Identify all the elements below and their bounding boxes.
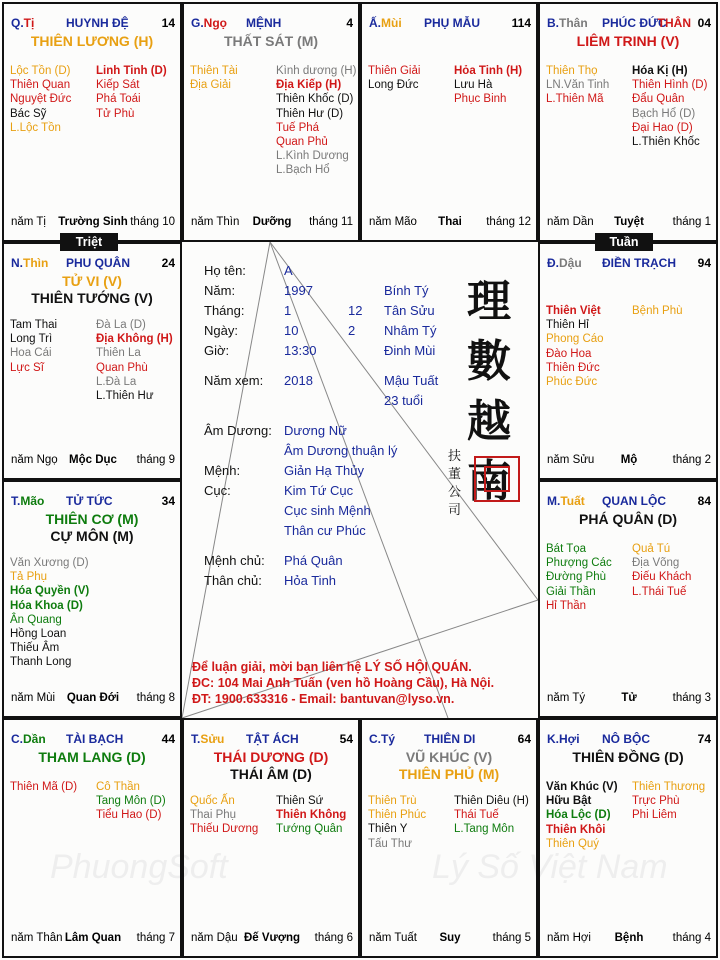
info-lunar: 12 (348, 303, 363, 318)
star-list-right (276, 794, 346, 837)
info-label: Tháng: (204, 303, 245, 318)
minor-star: Ân Quang (10, 613, 62, 626)
minor-star: Lưu Hà (454, 79, 493, 92)
palace-stem: K. (547, 732, 559, 746)
palace-month: tháng 6 (314, 932, 353, 944)
palace-footer (547, 932, 711, 946)
palace-header (547, 494, 711, 508)
info-canchi: Mậu Tuất (384, 373, 439, 388)
palace-year: năm Hợi (547, 932, 591, 944)
than-chu-value: Hỏa Tinh (284, 573, 337, 588)
palace-month: tháng 1 (672, 216, 711, 228)
palace-name: TỬ TỨC (66, 494, 113, 508)
palace-number: 24 (161, 256, 175, 270)
star-list-left (190, 794, 258, 837)
palace-footer (191, 216, 353, 230)
palace-year: năm Sửu (547, 454, 595, 466)
minor-star: Lực Sĩ (10, 361, 44, 374)
minor-star: Thiên Quý (546, 837, 600, 850)
minor-star: Hữu Bật (546, 795, 592, 808)
palace-number: 4 (346, 16, 353, 30)
palace-header (547, 16, 711, 30)
palace-month: tháng 10 (130, 216, 175, 228)
palace-header (547, 732, 711, 746)
palace-name: TÀI BẠCH (66, 732, 124, 746)
minor-star: Hỏa Tinh (H) (454, 65, 523, 77)
palace-than (538, 2, 718, 242)
minor-star: Đào Hoa (546, 347, 592, 360)
main-star: THIÊN TƯỚNG (V) (31, 290, 153, 306)
star-list-left (10, 556, 89, 670)
info-value: 1 (284, 303, 292, 318)
minor-star: Thái Tuế (454, 809, 499, 822)
minor-star: Phá Toái (96, 93, 141, 106)
minor-star: Thiên Việt (546, 305, 601, 317)
cuc-value-3: Thân cư Phúc (284, 523, 366, 538)
palace-tuat (538, 480, 718, 718)
minor-star: L.Tang Môn (454, 823, 515, 836)
minor-star: Tấu Thư (368, 837, 412, 850)
palace-name: PHỤ MẪU (424, 16, 480, 30)
star-list-right (632, 542, 691, 599)
palace-branch: Tý (381, 732, 396, 746)
palace-footer (547, 692, 711, 706)
palace-year: năm Thân (11, 932, 63, 944)
minor-star: Kiếp Sát (96, 79, 140, 92)
palace-dau (538, 242, 718, 480)
minor-star: Đường Phù (546, 571, 606, 584)
palace-year: năm Tuất (369, 932, 417, 944)
palace-stem: C. (11, 732, 23, 746)
palace-stage: Trường Sinh (58, 216, 128, 228)
minor-star: Thiên Khốc (D) (276, 93, 354, 106)
star-list-right (454, 794, 529, 837)
minor-star: LN.Văn Tinh (546, 79, 610, 92)
minor-star: Tam Thai (10, 319, 58, 331)
palace-stage: Lâm Quan (64, 932, 122, 944)
palace-month: tháng 9 (136, 454, 175, 466)
palace-header (11, 16, 175, 30)
palace-month: tháng 2 (672, 454, 711, 466)
palace-month: tháng 11 (309, 216, 353, 228)
am-duong-label: Âm Dương: (204, 423, 272, 438)
star-list-left (546, 304, 604, 389)
palace-number: 54 (339, 732, 353, 746)
minor-star: Tiểu Hao (D) (96, 809, 162, 822)
triet-tag: Triệt (60, 233, 118, 251)
palace-stage: Suy (439, 932, 461, 944)
minor-star: Thanh Long (10, 656, 72, 669)
minor-star: Phi Liêm (632, 809, 677, 822)
info-value: 2018 (284, 373, 313, 388)
main-star: PHÁ QUÂN (D) (579, 511, 677, 527)
star-list-left (368, 64, 420, 92)
palace-name: MỆNH (246, 16, 282, 30)
star-list-right (96, 780, 166, 823)
palace-year: năm Thìn (191, 216, 240, 228)
minor-star: Bát Tọa (546, 543, 587, 555)
minor-star: Quan Phủ (276, 135, 328, 148)
palace-year: năm Dậu (191, 932, 238, 944)
star-list-left (10, 318, 57, 375)
palace-number: 84 (697, 494, 711, 508)
palace-header (11, 732, 175, 746)
info-label: Họ tên: (204, 263, 246, 278)
minor-star: Trực Phù (632, 795, 680, 808)
info-label: Giờ: (204, 343, 230, 358)
palace-branch: Sửu (200, 732, 225, 746)
minor-star: L.Kình Dương (276, 150, 349, 163)
minor-star: Thiên Trù (368, 795, 417, 807)
star-list-right (454, 64, 522, 107)
minor-star: Thiên La (96, 347, 141, 360)
main-star: VŨ KHÚC (V) (405, 749, 493, 765)
minor-star: Hồng Loan (10, 627, 67, 640)
minor-star: L.Bạch Hổ (276, 164, 330, 177)
minor-star: Thiên Hư (D) (276, 107, 344, 120)
palace-stage: Dưỡng (252, 216, 292, 228)
star-list-left (546, 542, 612, 613)
palace-number: 64 (517, 732, 531, 746)
palace-number: 94 (697, 256, 711, 270)
palace-footer (547, 454, 711, 468)
than-chu-label: Thân chủ: (204, 573, 262, 588)
star-list-right (632, 780, 705, 823)
minor-star: Tử Phù (96, 107, 135, 120)
palace-stage: Quan Đới (66, 692, 120, 704)
main-star: THIÊN LƯƠNG (H) (30, 33, 154, 49)
palace-name: PHU QUÂN (66, 256, 131, 270)
star-list-right (632, 64, 707, 149)
palace-number: 44 (161, 732, 175, 746)
palace-year: năm Tị (11, 216, 46, 228)
menh-chu-value: Phá Quân (284, 553, 343, 568)
palace-stem: Đ. (547, 256, 559, 270)
palace-ti (2, 2, 182, 242)
minor-star: Địa Kiếp (H) (276, 79, 342, 92)
star-list-left (368, 794, 426, 851)
minor-star: Thiên Đức (546, 361, 600, 374)
minor-star: Điếu Khách (632, 571, 692, 584)
contact-line-1: Để luận giải, mời bạn liên hệ LÝ SỐ HỘI QUÁN. (192, 660, 472, 674)
main-star: THIÊN CƠ (M) (45, 511, 139, 527)
minor-star: Nguyệt Đức (10, 93, 72, 106)
palace-year: năm Tý (547, 692, 586, 704)
palace-footer (547, 216, 711, 230)
red-seal-inner (484, 466, 510, 492)
minor-star: Giải Thần (546, 585, 596, 598)
cuc-label: Cục: (204, 483, 231, 498)
info-canchi: Tân Sửu (384, 303, 435, 318)
seal-title: 理數越南 (467, 276, 511, 507)
star-list-left (190, 64, 238, 92)
palace-month: tháng 12 (486, 216, 531, 228)
minor-star: Đà La (D) (96, 319, 146, 331)
center-info (182, 242, 538, 718)
info-canchi: Nhâm Tý (384, 323, 437, 338)
age: 23 tuổi (384, 393, 424, 408)
minor-star: L.Đà La (96, 375, 137, 388)
minor-star: Tang Môn (D) (96, 795, 166, 808)
main-star: THIÊN ĐỒNG (D) (572, 749, 684, 765)
palace-year: năm Mão (369, 216, 417, 228)
minor-star: Phục Binh (454, 93, 507, 106)
star-list-right (632, 304, 683, 318)
palace-footer (11, 454, 175, 468)
palace-month: tháng 4 (672, 932, 711, 944)
palace-name: PHÚC ĐỨC (602, 16, 667, 30)
main-star: THẤT SÁT (M) (223, 33, 319, 49)
minor-star: Thiên Diêu (H) (454, 795, 529, 807)
watermark-left: PhuongSoft (50, 848, 228, 886)
palace-header (11, 256, 175, 270)
palace-thin (2, 242, 182, 480)
cuc-value-2: Cục sinh Mệnh (284, 503, 371, 518)
minor-star: Thiếu Dương (190, 823, 259, 836)
info-lunar: 2 (348, 323, 356, 338)
palace-footer (369, 932, 531, 946)
star-list-right (96, 318, 173, 403)
star-list-right (96, 64, 167, 121)
palace-month: tháng 3 (672, 692, 711, 704)
main-star: THIÊN PHỦ (M) (398, 766, 500, 782)
palace-ngo (182, 2, 360, 242)
palace-footer (11, 692, 175, 706)
minor-star: Thiên Thương (632, 781, 706, 793)
minor-star: Quan Phù (96, 361, 148, 374)
palace-name: THIÊN DI (424, 732, 476, 746)
minor-star: Địa Không (H) (96, 333, 173, 346)
palace-stem: G. (191, 16, 204, 30)
palace-stem: M. (547, 494, 561, 508)
palace-branch: Mùi (381, 16, 402, 30)
palace-year: năm Mùi (11, 692, 56, 704)
minor-star: Thiên Giải (368, 65, 421, 77)
palace-stage: Bệnh (614, 932, 644, 944)
palace-number: 34 (161, 494, 175, 508)
palace-branch: Thân (559, 16, 588, 30)
minor-star: Địa Võng (632, 557, 680, 570)
red-seal (474, 456, 520, 502)
minor-star: Thiên Không (276, 809, 347, 822)
palace-number: 14 (161, 16, 175, 30)
palace-stem: Ấ. (369, 16, 381, 30)
palace-stage: Thai (438, 216, 462, 228)
minor-star: L.Thái Tuế (632, 585, 687, 598)
palace-month: tháng 5 (492, 932, 531, 944)
minor-star: Cô Thần (96, 781, 140, 793)
than-marker: THÂN (657, 16, 691, 30)
info-label: Ngày: (204, 323, 238, 338)
palace-name: NÔ BỘC (602, 732, 650, 746)
palace-footer (191, 932, 353, 946)
seal-subtitle: 扶董公司 (448, 449, 462, 518)
minor-star: L.Thiên Hư (96, 389, 154, 402)
minor-star: Thiên Mã (D) (10, 781, 78, 793)
info-value: 13:30 (284, 343, 317, 358)
minor-star: Hóa Kị (H) (632, 65, 688, 77)
palace-stem: C. (369, 732, 381, 746)
minor-star: Thiên Hình (D) (632, 79, 708, 92)
star-list-left (10, 780, 77, 794)
contact-line-3: ĐT: 1900.633316 - Email: bantuvan@lyso.vn. (192, 692, 455, 706)
minor-star: Tả Phụ (10, 571, 48, 584)
minor-star: L.Thiên Mã (546, 93, 604, 106)
menh-value: Giản Hạ Thủy (284, 463, 364, 478)
minor-star: Văn Xương (D) (10, 557, 89, 569)
minor-star: Lộc Tồn (D) (10, 65, 71, 77)
palace-number: 114 (511, 16, 531, 30)
minor-star: Bạch Hổ (D) (632, 107, 696, 120)
cuc-value: Kim Tứ Cục (284, 483, 354, 498)
palace-dan (2, 718, 182, 958)
minor-star: Hóa Lộc (D) (546, 809, 611, 822)
minor-star: Đại Hao (D) (632, 121, 693, 134)
minor-star: Đẩu Quân (632, 93, 685, 106)
info-value: A (284, 263, 293, 278)
palace-stage: Tử (621, 692, 637, 704)
minor-star: Phượng Các (546, 557, 612, 570)
palace-hoi (538, 718, 718, 958)
palace-header (369, 732, 531, 746)
palace-footer (369, 216, 531, 230)
minor-star: Phong Cáo (546, 333, 604, 346)
palace-year: năm Ngọ (11, 454, 58, 466)
info-value: 1997 (284, 283, 313, 298)
palace-stem: B. (547, 16, 559, 30)
minor-star: Thiên Hỉ (546, 319, 589, 332)
minor-star: Long Trì (10, 333, 53, 346)
info-canchi: Đinh Mùi (384, 343, 436, 358)
minor-star: L.Thiên Khốc (632, 135, 700, 148)
main-star: LIÊM TRINH (V) (576, 33, 680, 49)
palace-branch: Mão (20, 494, 45, 508)
palace-ty (360, 718, 538, 958)
palace-header (369, 16, 531, 30)
minor-star: Hóa Khoa (D) (10, 599, 83, 612)
palace-name: HUYNH ĐỆ (66, 16, 129, 30)
contact-line-2: ĐC: 104 Mai Anh Tuấn (ven hồ Hoàng Cầu), Hà Nội. (192, 676, 495, 690)
minor-star: Thiên Y (368, 823, 408, 836)
minor-star: Thiên Phúc (368, 809, 427, 822)
palace-branch: Thìn (23, 256, 49, 270)
minor-star: Thiên Sứ (276, 795, 324, 807)
palace-stage: Đế Vượng (243, 932, 301, 944)
palace-mui (360, 2, 538, 242)
star-list-left (546, 780, 618, 851)
palace-stage: Mộ (620, 454, 638, 466)
minor-star: Hóa Quyền (V) (10, 585, 90, 598)
minor-star: Bệnh Phù (632, 305, 683, 317)
minor-star: Tướng Quân (276, 823, 343, 836)
palace-name: TẬT ÁCH (246, 732, 299, 746)
minor-star: Địa Giải (190, 79, 231, 92)
minor-star: L.Lộc Tồn (10, 121, 61, 134)
palace-branch: Ngọ (203, 16, 227, 30)
main-star: TỬ VI (V) (62, 273, 122, 289)
palace-stem: N. (11, 256, 23, 270)
palace-stage: Mộc Dục (69, 454, 117, 466)
palace-header (547, 256, 711, 270)
palace-name: ĐIỀN TRẠCH (602, 256, 676, 270)
info-value: 10 (284, 323, 299, 338)
info-canchi: Bính Tý (384, 283, 429, 298)
palace-stem: Q. (11, 16, 24, 30)
palace-header (191, 16, 353, 30)
palace-branch: Tuất (560, 494, 585, 508)
palace-branch: Dậu (559, 256, 582, 270)
minor-star: Linh Tinh (D) (96, 65, 167, 77)
minor-star: Tuế Phá (276, 121, 320, 134)
palace-number: 74 (697, 732, 711, 746)
palace-month: tháng 7 (136, 932, 175, 944)
minor-star: Thai Phụ (190, 809, 237, 822)
main-star: THÁI DƯƠNG (D) (213, 749, 329, 765)
minor-star: Thiếu Âm (10, 642, 60, 655)
palace-number: 04 (697, 16, 711, 30)
minor-star: Hoa Cái (10, 347, 52, 360)
palace-branch: Dần (23, 732, 46, 746)
info-label: Năm xem: (204, 373, 264, 388)
palace-suu (182, 718, 360, 958)
menh-label: Mệnh: (204, 463, 241, 478)
main-star: THÁI ÂM (D) (230, 766, 312, 782)
palace-branch: Hợi (559, 732, 580, 746)
main-star: THAM LANG (D) (38, 749, 146, 765)
palace-stem: T. (11, 494, 21, 508)
palace-branch: Tị (23, 16, 35, 30)
palace-footer (11, 216, 175, 230)
star-list-right (276, 64, 356, 178)
palace-mao (2, 480, 182, 718)
minor-star: Kình dương (H) (276, 65, 357, 77)
minor-star: Thiên Tài (190, 65, 238, 77)
star-list-left (10, 64, 71, 135)
minor-star: Bác Sỹ (10, 107, 47, 120)
minor-star: Thiên Khôi (546, 823, 606, 836)
minor-star: Quả Tú (632, 543, 671, 555)
am-duong-value-2: Âm Dương thuận lý (284, 443, 398, 458)
palace-stem: T. (191, 732, 201, 746)
tuan-tag: Tuần (595, 233, 653, 251)
star-list-left (546, 64, 609, 107)
minor-star: Văn Khúc (V) (546, 781, 618, 793)
minor-star: Hỉ Thần (546, 599, 587, 612)
palace-year: năm Dần (547, 216, 594, 228)
minor-star: Thiên Thọ (546, 65, 598, 77)
minor-star: Long Đức (368, 79, 419, 92)
palace-month: tháng 8 (136, 692, 175, 704)
menh-chu-label: Mệnh chủ: (204, 553, 265, 568)
minor-star: Quốc Ấn (190, 795, 235, 807)
am-duong-value: Dương Nữ (284, 423, 347, 438)
main-star: CỰ MÔN (M) (50, 528, 134, 544)
minor-star: Thiên Quan (10, 79, 71, 92)
palace-footer (11, 932, 175, 946)
palace-header (11, 494, 175, 508)
info-label: Năm: (204, 283, 236, 298)
minor-star: Phúc Đức (546, 375, 598, 388)
palace-header (191, 732, 353, 746)
palace-stage: Tuyệt (614, 216, 644, 228)
palace-name: QUAN LỘC (602, 494, 666, 508)
watermark-right: Lý Số Việt Nam (432, 848, 668, 886)
